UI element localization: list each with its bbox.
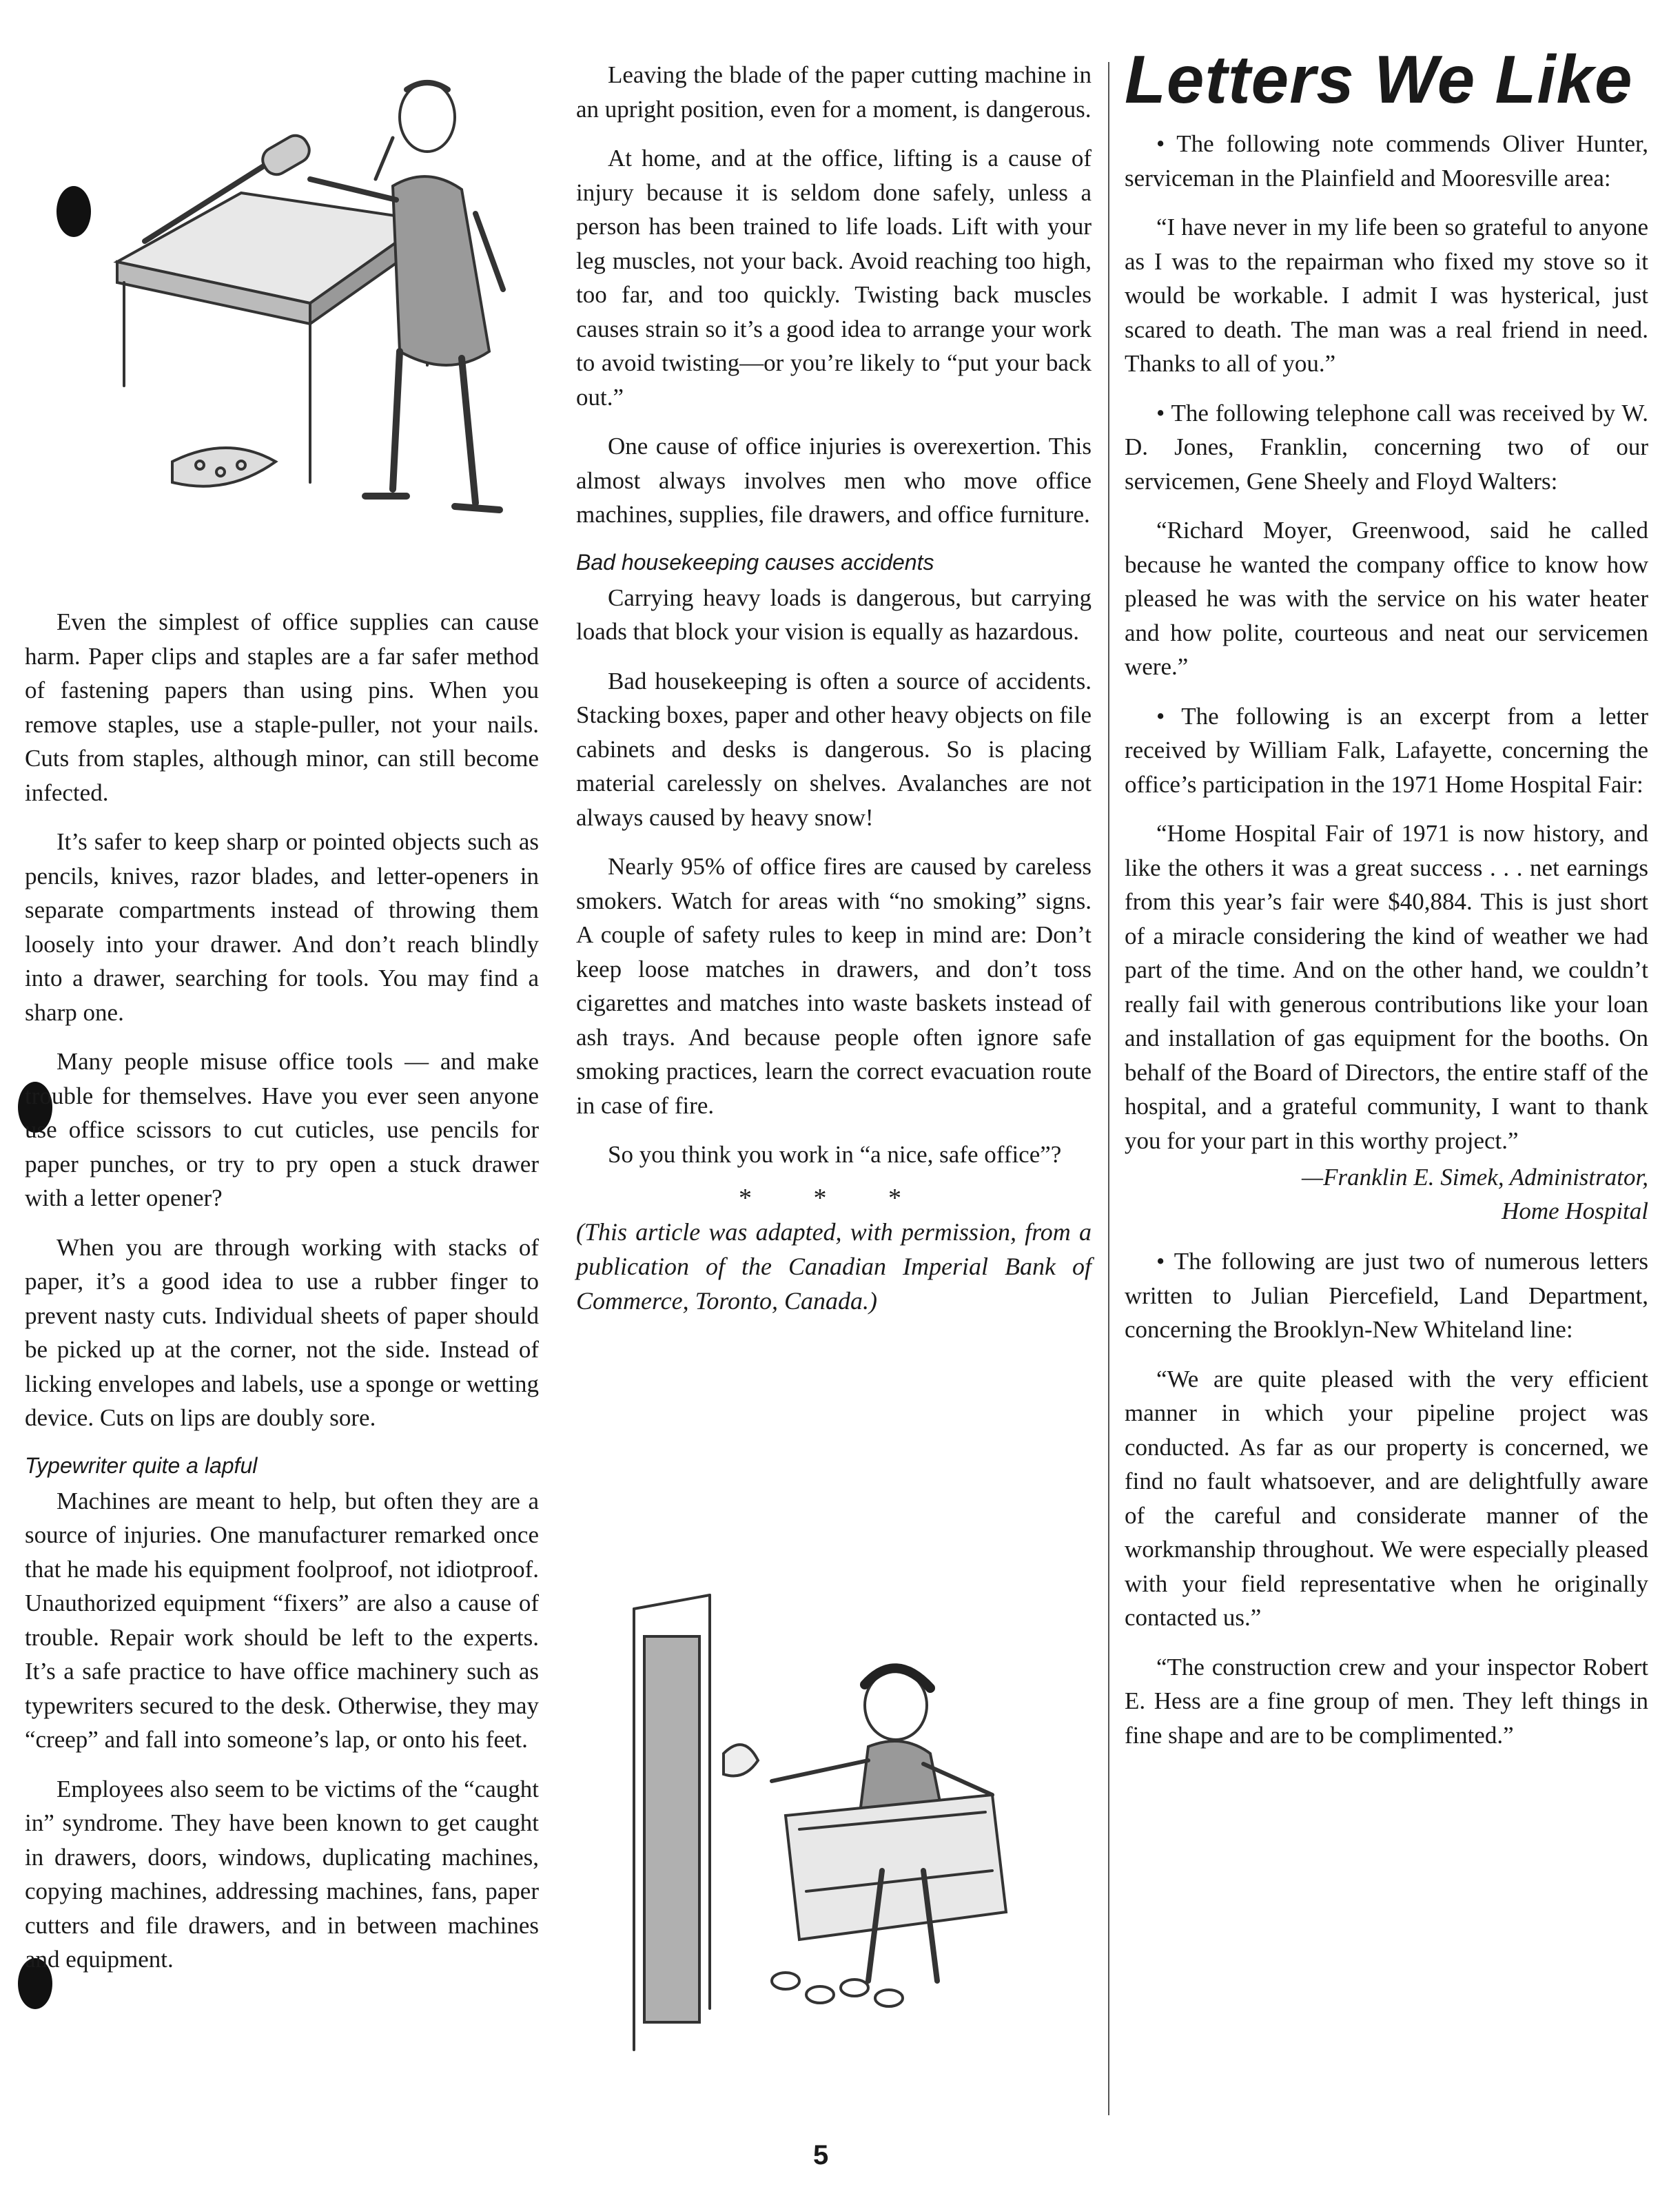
letter-quote: “I have never in my life been so grateful to anyone as I was to the repairman who fixed my stove so it would be workable. I admit I was hysterical, just scared to death. The man was a real friend in need. Thanks to all of you.”	[1125, 214, 1648, 377]
paragraph: When you are through working with stacks of paper, it’s a good idea to use a rubber finger to prevent nasty cuts. Individual sheets of paper should be picked up at the corner, not the side. Instead of licking envelopes and labels, use a sponge or wetting device. Cuts on lips are doubly sore.	[25, 1233, 539, 1431]
page-number: 5	[813, 2140, 829, 2170]
paragraph: Bad housekeeping is often a source of accidents. Stacking boxes, paper and other heavy objects on file cabinets and desks is dangerous. So is placing material carelessly on shelves. Avalanches are not always caused by heavy snow!	[576, 667, 1092, 831]
paragraph: It’s safer to keep sharp or pointed objects such as pencils, knives, razor blades, and letter-openers in separate compartments instead of throwing them loosely into your drawer. And don’t reach blindly into a drawer, searching for tools. You may find a sharp one.	[25, 828, 539, 1026]
punch-hole-top	[57, 186, 91, 237]
section-title: Letters We Like	[1125, 41, 1633, 117]
column-divider	[1108, 62, 1109, 2115]
paragraph: One cause of office injuries is overexertion. This almost always involves men who move office machines, supplies, file drawers, and office furniture.	[576, 433, 1092, 528]
letter-intro: • The following telephone call was received by W. D. Jones, Franklin, concerning two of our servicemen, Gene Sheely and Floyd Walters:	[1125, 399, 1648, 495]
letter-signature	[1125, 1160, 1648, 1228]
letter-intro: • The following note commends Oliver Hunter, serviceman in the Plainfield and Mooresville area:	[1125, 130, 1648, 192]
signature-line: Home Hospital	[1502, 1197, 1648, 1224]
letter-intro: • The following is an excerpt from a letter received by William Falk, Lafayette, concerning the office’s participation in the 1971 Home Hospital Fair:	[1125, 702, 1648, 798]
column-left	[25, 605, 539, 1992]
subheading: Typewriter quite a lapful	[25, 1452, 258, 1478]
paragraph: Employees also seem to be victims of the “caught in” syndrome. They have been known to get caught in drawers, doors, windows, duplicating machines, copying machines, addressing machines, fans, paper cutters and file drawers, and in between machines and equipment.	[25, 1775, 539, 1973]
column-middle	[576, 58, 1092, 1318]
paragraph: So you think you work in “a nice, safe office”?	[608, 1141, 1062, 1168]
article-credit: (This article was adapted, with permission, from a publication of the Canadian Imperial Bank of Commerce, Toronto, Canada.)	[576, 1217, 1092, 1315]
letter-quote: “The construction crew and your inspector Robert E. Hess are a fine group of men. They left things in fine shape and are to be complimented.”	[1125, 1653, 1648, 1749]
paragraph: Carrying heavy loads is dangerous, but carrying loads that block your vision is equally as hazardous.	[576, 584, 1092, 645]
letter-quote: “Home Hospital Fair of 1971 is now history, and like the others it was a great success . . . net earnings from this year’s fair were $40,884. This is just short of a miracle considering the kind of weather we had part of the time. And on the other hand, we couldn’t really fail with generous contributions like your loan and installation of gas equipment for the booths. On behalf of the Board of Directors, the entire staff of the hospital, and a grateful community, I want to thank you for your part in this worthy project.”	[1125, 820, 1648, 1154]
paragraph: Nearly 95% of office fires are caused by careless smokers. Watch for areas with “no smoking” signs. A couple of safety rules to keep in mind are: Don’t keep loose matches in drawers, and don’t toss cigarettes and matches into waste baskets instead of ash trays. And because people often ignore safe smoking practices, learn the correct evacuation route in case of fire.	[576, 853, 1092, 1119]
paragraph: Leaving the blade of the paper cutting machine in an upright position, even for a moment, is dangerous.	[576, 61, 1092, 123]
letter-quote: “We are quite pleased with the very efficient manner in which your pipeline project was conducted. As far as our property is concerned, we find no fault whatsoever, and are delightfully aware of the careful and considerate manner of the workmanship throughout. We were especially pleased with your field representative when he originally contacted us.”	[1125, 1365, 1648, 1631]
paragraph: Many people misuse office tools — and make trouble for themselves. Have you ever seen anyone use office scissors to cut cuticles, use pencils for paper punches, or try to pry open a stuck drawer with a letter opener?	[25, 1048, 539, 1211]
paragraph: Even the simplest of office supplies can cause harm. Paper clips and staples are a far safer method of fastening papers than using pins. When you remove staples, use a staple-puller, not your nails. Cuts from staples, although minor, can still become infected.	[25, 608, 539, 806]
subheading: Bad housekeeping causes accidents	[576, 549, 934, 575]
paragraph: Machines are meant to help, but often they are a source of injuries. One manufacturer remarked once that he made his equipment foolproof, not idiotproof. Unauthorized equipment “fixers” are also a cause of trouble. Repair work should be left to the experts. It’s a safe practice to have office machinery such as typewriters secured to the desk. Otherwise, they may “creep” and fall into someone’s lap, or onto his feet.	[25, 1487, 539, 1753]
signature-line: —Franklin E. Simek, Administrator,	[1302, 1164, 1648, 1191]
drawer-illustration	[606, 1567, 1089, 2064]
column-right	[1125, 0, 1648, 1767]
paper-cutter-illustration	[103, 76, 531, 558]
section-stars: * * *	[739, 1183, 929, 1213]
letter-intro: • The following are just two of numerous letters written to Julian Piercefield, Land Department, concerning the Brooklyn-New Whiteland line:	[1125, 1248, 1648, 1343]
letter-quote: “Richard Moyer, Greenwood, said he called because he wanted the company office to know how pleased he was with the service on his water heater and how polite, courteous and neat our servicemen were.”	[1125, 517, 1648, 680]
paragraph: At home, and at the office, lifting is a cause of injury because it is seldom done safely, unless a person has been trained to life loads. Lift with your leg muscles, not your back. Avoid reaching too high, too far, and too quickly. Twisting back muscles causes strain so it’s a good idea to arrange your work to avoid twisting—or you’re likely to “put your back out.”	[576, 145, 1092, 411]
